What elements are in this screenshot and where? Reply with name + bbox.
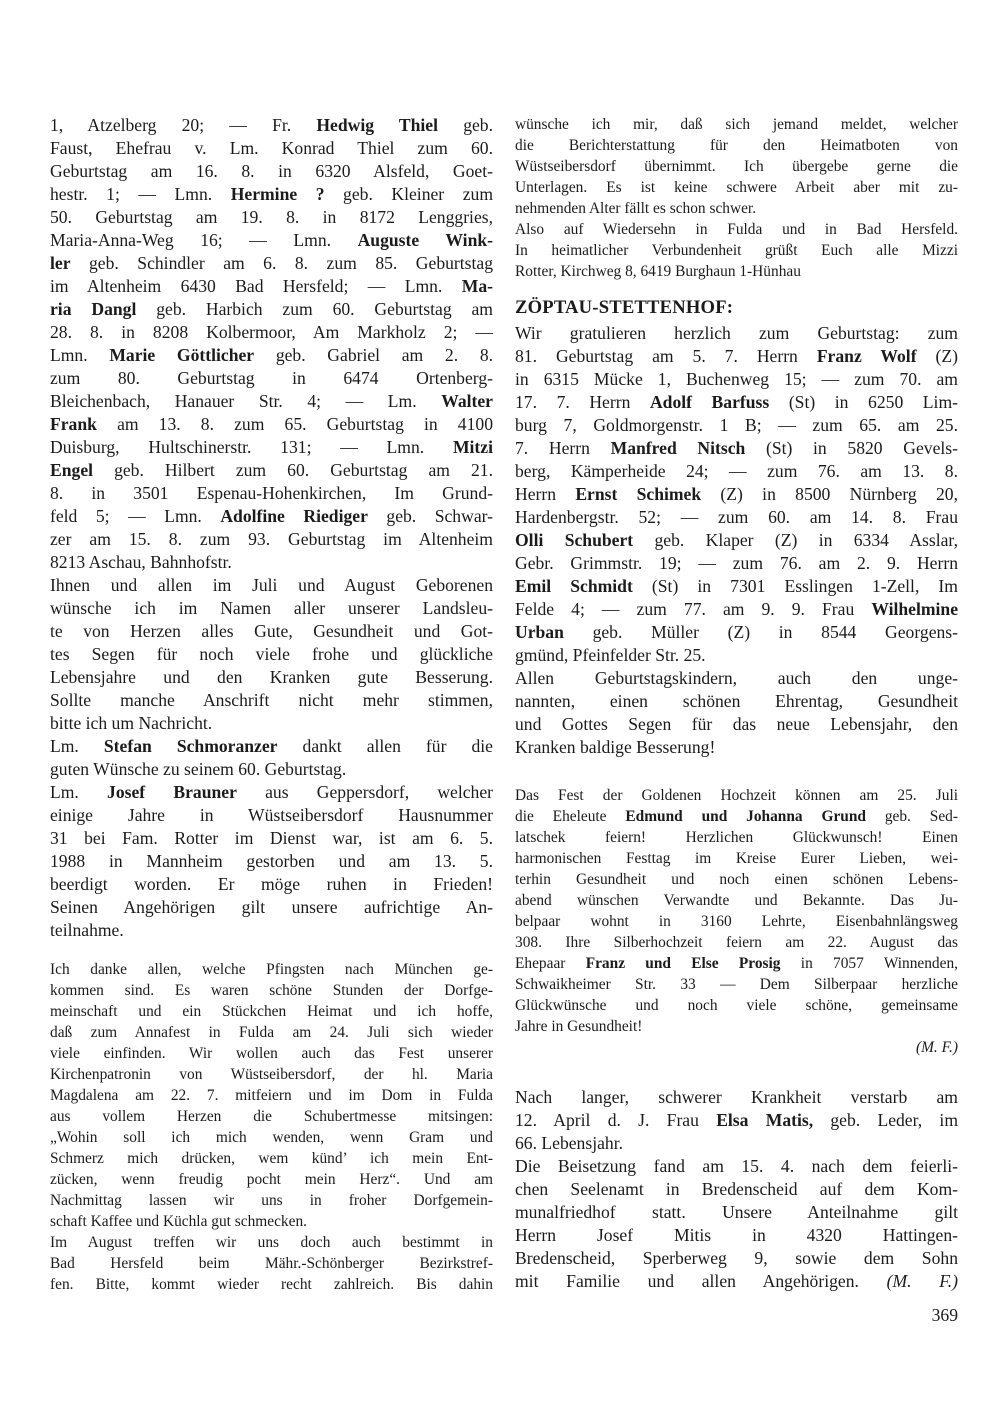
regular-text: wünsche ich mir, daß sich jemand meldet, welcher	[515, 116, 958, 133]
text-line	[50, 1022, 493, 1043]
text-line	[50, 827, 493, 850]
regular-text: bitte ich um Nachricht.	[50, 713, 213, 733]
text-line	[515, 869, 958, 890]
text-line	[515, 848, 958, 869]
regular-text: Schwaikheimer Str. 33 — Dem Silberpaar herzliche	[515, 976, 958, 993]
wedding-anniversary-block	[515, 785, 958, 1058]
text-line	[50, 1148, 493, 1169]
regular-text: Die Beisetzung fand am 15. 4. nach dem feierli-	[515, 1156, 958, 1176]
right-column	[515, 114, 958, 1327]
personal-note-block	[50, 959, 493, 1295]
regular-text: 81. Geburtstag am 5. 7. Herrn	[515, 346, 817, 366]
text-line	[50, 183, 493, 206]
text-line	[515, 368, 958, 391]
text-line	[515, 460, 958, 483]
text-line	[515, 1247, 958, 1270]
regular-text: (Z)	[916, 346, 958, 366]
text-line	[515, 529, 958, 552]
regular-text: Ehepaar	[515, 955, 586, 972]
text-line	[515, 995, 958, 1016]
text-line	[50, 1001, 493, 1022]
text-line	[515, 177, 958, 198]
regular-text: beerdigt worden. Er möge ruhen in Frieden!	[50, 874, 493, 894]
text-line	[50, 712, 493, 735]
text-line	[50, 459, 493, 482]
text-line	[515, 391, 958, 414]
bold-text: Urban	[515, 622, 564, 642]
regular-text: Das Fest der Goldenen Hochzeit können am 25. Juli	[515, 787, 958, 804]
text-line	[50, 896, 493, 919]
bold-text: Edmund und Johanna Grund	[625, 808, 866, 825]
text-line	[515, 156, 958, 177]
text-line	[515, 552, 958, 575]
regular-text: 12. April d. J. Frau	[515, 1110, 717, 1130]
regular-text: Bleichenbach, Hanauer Str. 4; — Lm.	[50, 391, 442, 411]
regular-text: abend wünschen Verwandte und Bekannte. Das Ju-	[515, 892, 958, 909]
regular-text: Schmerz mich drücken, wem künd’ ich mein Ent-	[50, 1150, 493, 1167]
regular-text: geb. Gabriel am 2. 8.	[254, 345, 494, 365]
regular-text: geb.	[438, 115, 494, 135]
text-line	[50, 1232, 493, 1253]
text-line	[50, 1085, 493, 1106]
regular-text: In heimatlicher Verbundenheit grüßt Euch alle Mizzi	[515, 242, 958, 259]
text-line	[50, 689, 493, 712]
text-line	[515, 890, 958, 911]
regular-text: feld 5; — Lmn.	[50, 506, 221, 526]
regular-text: viele einfinden. Wir wollen auch das Fest unserer	[50, 1045, 493, 1062]
text-line	[515, 198, 958, 219]
regular-text: Lebensjahre und den Kranken gute Besserung.	[50, 667, 493, 687]
regular-text: harmonischen Festtag im Kreise Eurer Lieben, wei-	[515, 850, 958, 867]
text-line	[515, 1109, 958, 1132]
text-line	[515, 114, 958, 135]
regular-text: Lmn.	[50, 345, 110, 365]
bold-text: Mitzi	[452, 437, 493, 457]
text-line	[50, 620, 493, 643]
bold-text: Olli Schubert	[515, 530, 634, 550]
regular-text: Faust, Ehefrau v. Lm. Konrad Thiel zum 60.	[50, 138, 493, 158]
regular-text: Nach langer, schwerer Krankheit verstarb am	[515, 1087, 958, 1107]
text-line	[515, 1155, 958, 1178]
text-line	[515, 345, 958, 368]
regular-text: terhin Gesundheit und noch einen schönen Lebens-	[515, 871, 958, 888]
text-line	[515, 1201, 958, 1224]
regular-text: daß zum Annafest in Fulda am 24. Juli sich wieder	[50, 1024, 493, 1041]
text-line	[515, 506, 958, 529]
bold-text: Ernst Schimek	[575, 484, 702, 504]
regular-text: te von Herzen alles Gute, Gesundheit und Got-	[50, 621, 493, 641]
text-line	[50, 137, 493, 160]
text-line	[50, 321, 493, 344]
text-line	[515, 713, 958, 736]
text-line	[515, 1178, 958, 1201]
text-line	[515, 1016, 958, 1037]
regular-text: Felde 4; — zum 77. am 9. 9. Frau	[515, 599, 872, 619]
regular-text: Glückwünsche und noch viele schöne, gemeinsame	[515, 997, 958, 1014]
regular-text: nehmenden Alter fällt es schon schwer.	[515, 200, 757, 217]
regular-text: kommen sind. Es waren schöne Stunden der Dorfge-	[50, 982, 493, 999]
text-line	[515, 219, 958, 240]
text-line	[50, 781, 493, 804]
regular-text: Herrn Josef Mitis in 4320 Hattingen-	[515, 1225, 958, 1245]
text-line	[515, 785, 958, 806]
regular-text: schaft Kaffee und Küchla gut schmecken.	[50, 1213, 307, 1230]
regular-text: Bad Hersfeld beim Mähr.-Schönberger Bezirkstref-	[50, 1255, 493, 1272]
regular-text: 50. Geburtstag am 19. 8. in 8172 Lenggries,	[50, 207, 493, 227]
regular-text: 66. Lebensjahr.	[515, 1133, 623, 1153]
bold-text: Josef Brauner	[107, 782, 237, 802]
regular-text: geb. Schwar-	[367, 506, 493, 526]
regular-text: 308. Ihre Silberhochzeit feiern am 22. August das	[515, 934, 958, 951]
text-line	[50, 1043, 493, 1064]
text-line	[50, 390, 493, 413]
text-line	[515, 911, 958, 932]
text-line	[50, 574, 493, 597]
text-line	[50, 643, 493, 666]
regular-text: in 7057 Winnenden,	[780, 955, 958, 972]
obituary-block	[515, 1086, 958, 1293]
text-line	[515, 1224, 958, 1247]
bold-text: Walter	[441, 391, 493, 411]
text-line	[50, 1253, 493, 1274]
regular-text: Ich danke allen, welche Pfingsten nach München ge-	[50, 961, 493, 978]
bold-text: Elsa Matis,	[716, 1110, 814, 1130]
text-line	[50, 1169, 493, 1190]
text-line	[50, 1106, 493, 1127]
regular-text: Also auf Wiedersehn in Fulda und in Bad Hersfeld.	[515, 221, 958, 238]
text-line	[515, 644, 958, 667]
regular-text: zücken, wenn freudig pocht mein Herz“. Und am	[50, 1171, 493, 1188]
text-line	[515, 953, 958, 974]
text-line	[515, 414, 958, 437]
text-line	[50, 528, 493, 551]
regular-text: 28. 8. in 8208 Kolbermoor, Am Markholz 2; —	[50, 322, 493, 342]
text-line	[50, 919, 493, 942]
regular-text: in 6315 Mücke 1, Buchenweg 15; — zum 70. am	[515, 369, 958, 389]
regular-text: fen. Bitte, kommt wieder recht zahlreich. Bis dahin	[50, 1276, 493, 1293]
text-line	[50, 298, 493, 321]
text-line	[50, 160, 493, 183]
regular-text: Seinen Angehörigen gilt unsere aufrichtige An-	[50, 897, 493, 917]
italic-text: (M. F.)	[915, 1039, 958, 1056]
bold-text: Manfred Nitsch	[610, 438, 746, 458]
bold-text: Ma-	[461, 276, 493, 296]
text-line	[50, 367, 493, 390]
text-line	[50, 482, 493, 505]
page-number: 369	[931, 1305, 958, 1325]
regular-text: Unterlagen. Es ist keine schwere Arbeit aber mit zu-	[515, 179, 958, 196]
regular-text: Gebr. Grimmstr. 19; — zum 76. am 2. 9. Herrn	[515, 553, 958, 573]
bold-text: Auguste Wink-	[357, 230, 493, 250]
regular-text: die Eheleute	[515, 808, 626, 825]
regular-text: 1, Atzelberg 20; — Fr.	[50, 115, 317, 135]
text-line	[50, 505, 493, 528]
regular-text: Lm.	[50, 782, 108, 802]
text-line	[515, 1132, 958, 1155]
text-line	[515, 621, 958, 644]
text-line	[515, 322, 958, 345]
regular-text: 31 bei Fam. Rotter im Dienst war, ist am 6. 5.	[50, 828, 493, 848]
regular-text: Jahre in Gesundheit!	[515, 1018, 643, 1035]
bold-text: ler	[50, 253, 71, 273]
regular-text: chen Seelenamt in Bredenscheid auf dem Kom-	[515, 1179, 958, 1199]
text-line	[50, 850, 493, 873]
regular-text: geb. Schindler am 6. 8. zum 85. Geburtstag	[70, 253, 493, 273]
text-line	[515, 667, 958, 690]
regular-text: die Berichterstattung für den Heimatboten von	[515, 137, 958, 154]
regular-text: 7. Herrn	[515, 438, 611, 458]
regular-text: hestr. 1; — Lmn.	[50, 184, 231, 204]
bold-text: Franz und Else Prosig	[585, 955, 781, 972]
regular-text: mit Familie und allen Angehörigen.	[515, 1271, 887, 1291]
regular-text: latschek feiern! Herzlichen Glückwunsch! Einen	[515, 829, 958, 846]
regular-text: belpaar wohnt in 3160 Lehrte, Eisenbahnlängsweg	[515, 913, 958, 930]
text-line	[50, 413, 493, 436]
regular-text: Herrn	[515, 484, 576, 504]
zoeptau-birthday-block	[515, 322, 958, 759]
bold-text: Hedwig Thiel	[316, 115, 439, 135]
regular-text: „Wohin soll ich mich wenden, wenn Gram und	[50, 1129, 493, 1146]
regular-text: Wüstseibersdorf übernimmt. Ich übergebe gerne die	[515, 158, 958, 175]
regular-text: Magdalena am 22. 7. mitfeiern und im Dom in Fulda	[50, 1087, 493, 1104]
regular-text: geb. Müller (Z) in 8544 Georgens-	[563, 622, 958, 642]
bold-text: Emil Schmidt	[515, 576, 633, 596]
text-line	[50, 344, 493, 367]
text-line	[50, 114, 493, 137]
regular-text: munalfriedhof statt. Unsere Anteilnahme gilt	[515, 1202, 958, 1222]
regular-text: Maria-Anna-Weg 16; — Lmn.	[50, 230, 358, 250]
regular-text: aus Geppersdorf, welcher	[236, 782, 493, 802]
regular-text: geb. Sed-	[865, 808, 958, 825]
text-line	[515, 1086, 958, 1109]
regular-text: Rotter, Kirchweg 8, 6419 Burghaun 1-Hünhau	[515, 263, 801, 280]
regular-text: (St) in 7301 Esslingen 1-Zell, Im	[632, 576, 958, 596]
regular-text: dankt allen für die	[277, 736, 493, 756]
regular-text: 8. in 3501 Espenau-Hohenkirchen, Im Grund-	[50, 483, 493, 503]
regular-text: geb. Harbich zum 60. Geburtstag am	[136, 299, 493, 319]
regular-text: 8213 Aschau, Bahnhofstr.	[50, 552, 232, 572]
regular-text: gmünd, Pfeinfelder Str. 25.	[515, 645, 706, 665]
regular-text: Duisburg, Hultschinerstr. 131; — Lmn.	[50, 437, 453, 457]
regular-text: wünsche ich im Namen aller unserer Landsleu-	[50, 598, 493, 618]
text-line	[515, 827, 958, 848]
regular-text: guten Wünsche zu seinem 60. Geburtstag.	[50, 759, 347, 779]
text-line	[50, 1190, 493, 1211]
regular-text: meinschaft und ein Stückchen Heimat und ich hoffe,	[50, 1003, 493, 1020]
text-line	[515, 575, 958, 598]
text-line	[50, 597, 493, 620]
text-line	[515, 483, 958, 506]
regular-text: Bredenscheid, Sperberweg 9, sowie dem Sohn	[515, 1248, 958, 1268]
bold-text: ria Dangl	[50, 299, 137, 319]
regular-text: nannten, einen schönen Ehrentag, Gesundheit	[515, 691, 958, 711]
text-line	[50, 252, 493, 275]
text-line	[50, 551, 493, 574]
text-line	[50, 275, 493, 298]
text-line	[515, 736, 958, 759]
left-column	[50, 114, 493, 1295]
text-line	[515, 1270, 958, 1293]
regular-text: zum 80. Geburtstag in 6474 Ortenberg-	[50, 368, 493, 388]
bold-text: Stefan Schmoranzer	[103, 736, 278, 756]
regular-text: und Gottes Segen für das neue Lebensjahr, den	[515, 714, 958, 734]
text-line	[50, 1211, 493, 1232]
text-line	[515, 240, 958, 261]
regular-text: Sollte manche Anschrift nicht mehr stimmen,	[50, 690, 493, 710]
regular-text: (St) in 5820 Gevels-	[745, 438, 958, 458]
regular-text: Ihnen und allen im Juli und August Geborenen	[50, 575, 493, 595]
editor-farewell-block	[515, 114, 958, 282]
text-line	[515, 1037, 958, 1058]
regular-text: Kranken baldige Besserung!	[515, 737, 716, 757]
regular-text: Geburtstag am 16. 8. in 6320 Alsfeld, Goet-	[50, 161, 493, 181]
regular-text: geb. Leder, im	[813, 1110, 959, 1130]
regular-text: im Altenheim 6430 Bad Hersfeld; — Lmn.	[50, 276, 462, 296]
bold-text: Marie Göttlicher	[109, 345, 255, 365]
text-line	[50, 980, 493, 1001]
regular-text: einige Jahre in Wüstseibersdorf Hausnummer	[50, 805, 493, 825]
text-line	[515, 261, 958, 282]
regular-text: geb. Klaper (Z) in 6334 Asslar,	[633, 530, 958, 550]
text-line	[50, 229, 493, 252]
text-line	[50, 1127, 493, 1148]
text-line	[50, 959, 493, 980]
text-line	[515, 437, 958, 460]
regular-text: aus vollem Herzen die Schubertmesse mitsingen:	[50, 1108, 493, 1125]
section-heading-zoeptau-stettenhof: ZÖPTAU-STETTENHOF:	[515, 297, 734, 318]
regular-text: burg 7, Goldmorgenstr. 1 B; — zum 65. am 25.	[515, 415, 958, 435]
bold-text: Franz Wolf	[816, 346, 917, 366]
text-line	[515, 932, 958, 953]
regular-text: Lm.	[50, 736, 104, 756]
regular-text: berg, Kämperheide 24; — zum 76. am 13. 8.	[515, 461, 958, 481]
text-line	[515, 135, 958, 156]
regular-text: (Z) in 8500 Nürnberg 20,	[701, 484, 958, 504]
regular-text: tes Segen für noch viele frohe und glückliche	[50, 644, 493, 664]
text-line	[515, 806, 958, 827]
bold-text: Wilhelmine	[871, 599, 958, 619]
regular-text: (St) in 6250 Lim-	[769, 392, 958, 412]
regular-text: geb. Hilbert zum 60. Geburtstag am 21.	[93, 460, 493, 480]
text-line	[50, 804, 493, 827]
regular-text: teilnahme.	[50, 920, 124, 940]
text-line	[50, 873, 493, 896]
regular-text: Kirchenpatronin von Wüstseibersdorf, der hl. Maria	[50, 1066, 493, 1083]
regular-text: Hardenbergstr. 52; — zum 60. am 14. 8. Frau	[515, 507, 958, 527]
regular-text: Allen Geburtstagskindern, auch den unge-	[515, 668, 958, 688]
regular-text: zer am 15. 8. zum 93. Geburtstag im Altenheim	[50, 529, 493, 549]
text-line	[515, 974, 958, 995]
regular-text: Wir gratulieren herzlich zum Geburtstag: zum	[515, 323, 958, 343]
text-line	[50, 758, 493, 781]
birthday-listing-block	[50, 114, 493, 942]
text-line	[50, 436, 493, 459]
bold-text: Hermine ?	[230, 184, 325, 204]
regular-text: am 13. 8. zum 65. Geburtstag in 4100	[96, 414, 493, 434]
regular-text: Nachmittag lassen wir uns in froher Dorfgemein-	[50, 1192, 493, 1209]
regular-text: geb. Kleiner zum	[324, 184, 493, 204]
text-line	[50, 735, 493, 758]
text-line	[50, 206, 493, 229]
text-line	[515, 598, 958, 621]
bold-text: Adolfine Riediger	[220, 506, 368, 526]
italic-text: (M. F.)	[886, 1271, 958, 1291]
regular-text: Im August treffen wir uns doch auch bestimmt in	[50, 1234, 493, 1251]
regular-text: 17. 7. Herrn	[515, 392, 650, 412]
text-line	[515, 690, 958, 713]
bold-text: Adolf Barfuss	[649, 392, 770, 412]
text-line	[50, 1274, 493, 1295]
text-line	[50, 666, 493, 689]
bold-text: Frank	[50, 414, 97, 434]
bold-text: Engel	[50, 460, 94, 480]
regular-text: 1988 in Mannheim gestorben und am 13. 5.	[50, 851, 493, 871]
text-line	[50, 1064, 493, 1085]
